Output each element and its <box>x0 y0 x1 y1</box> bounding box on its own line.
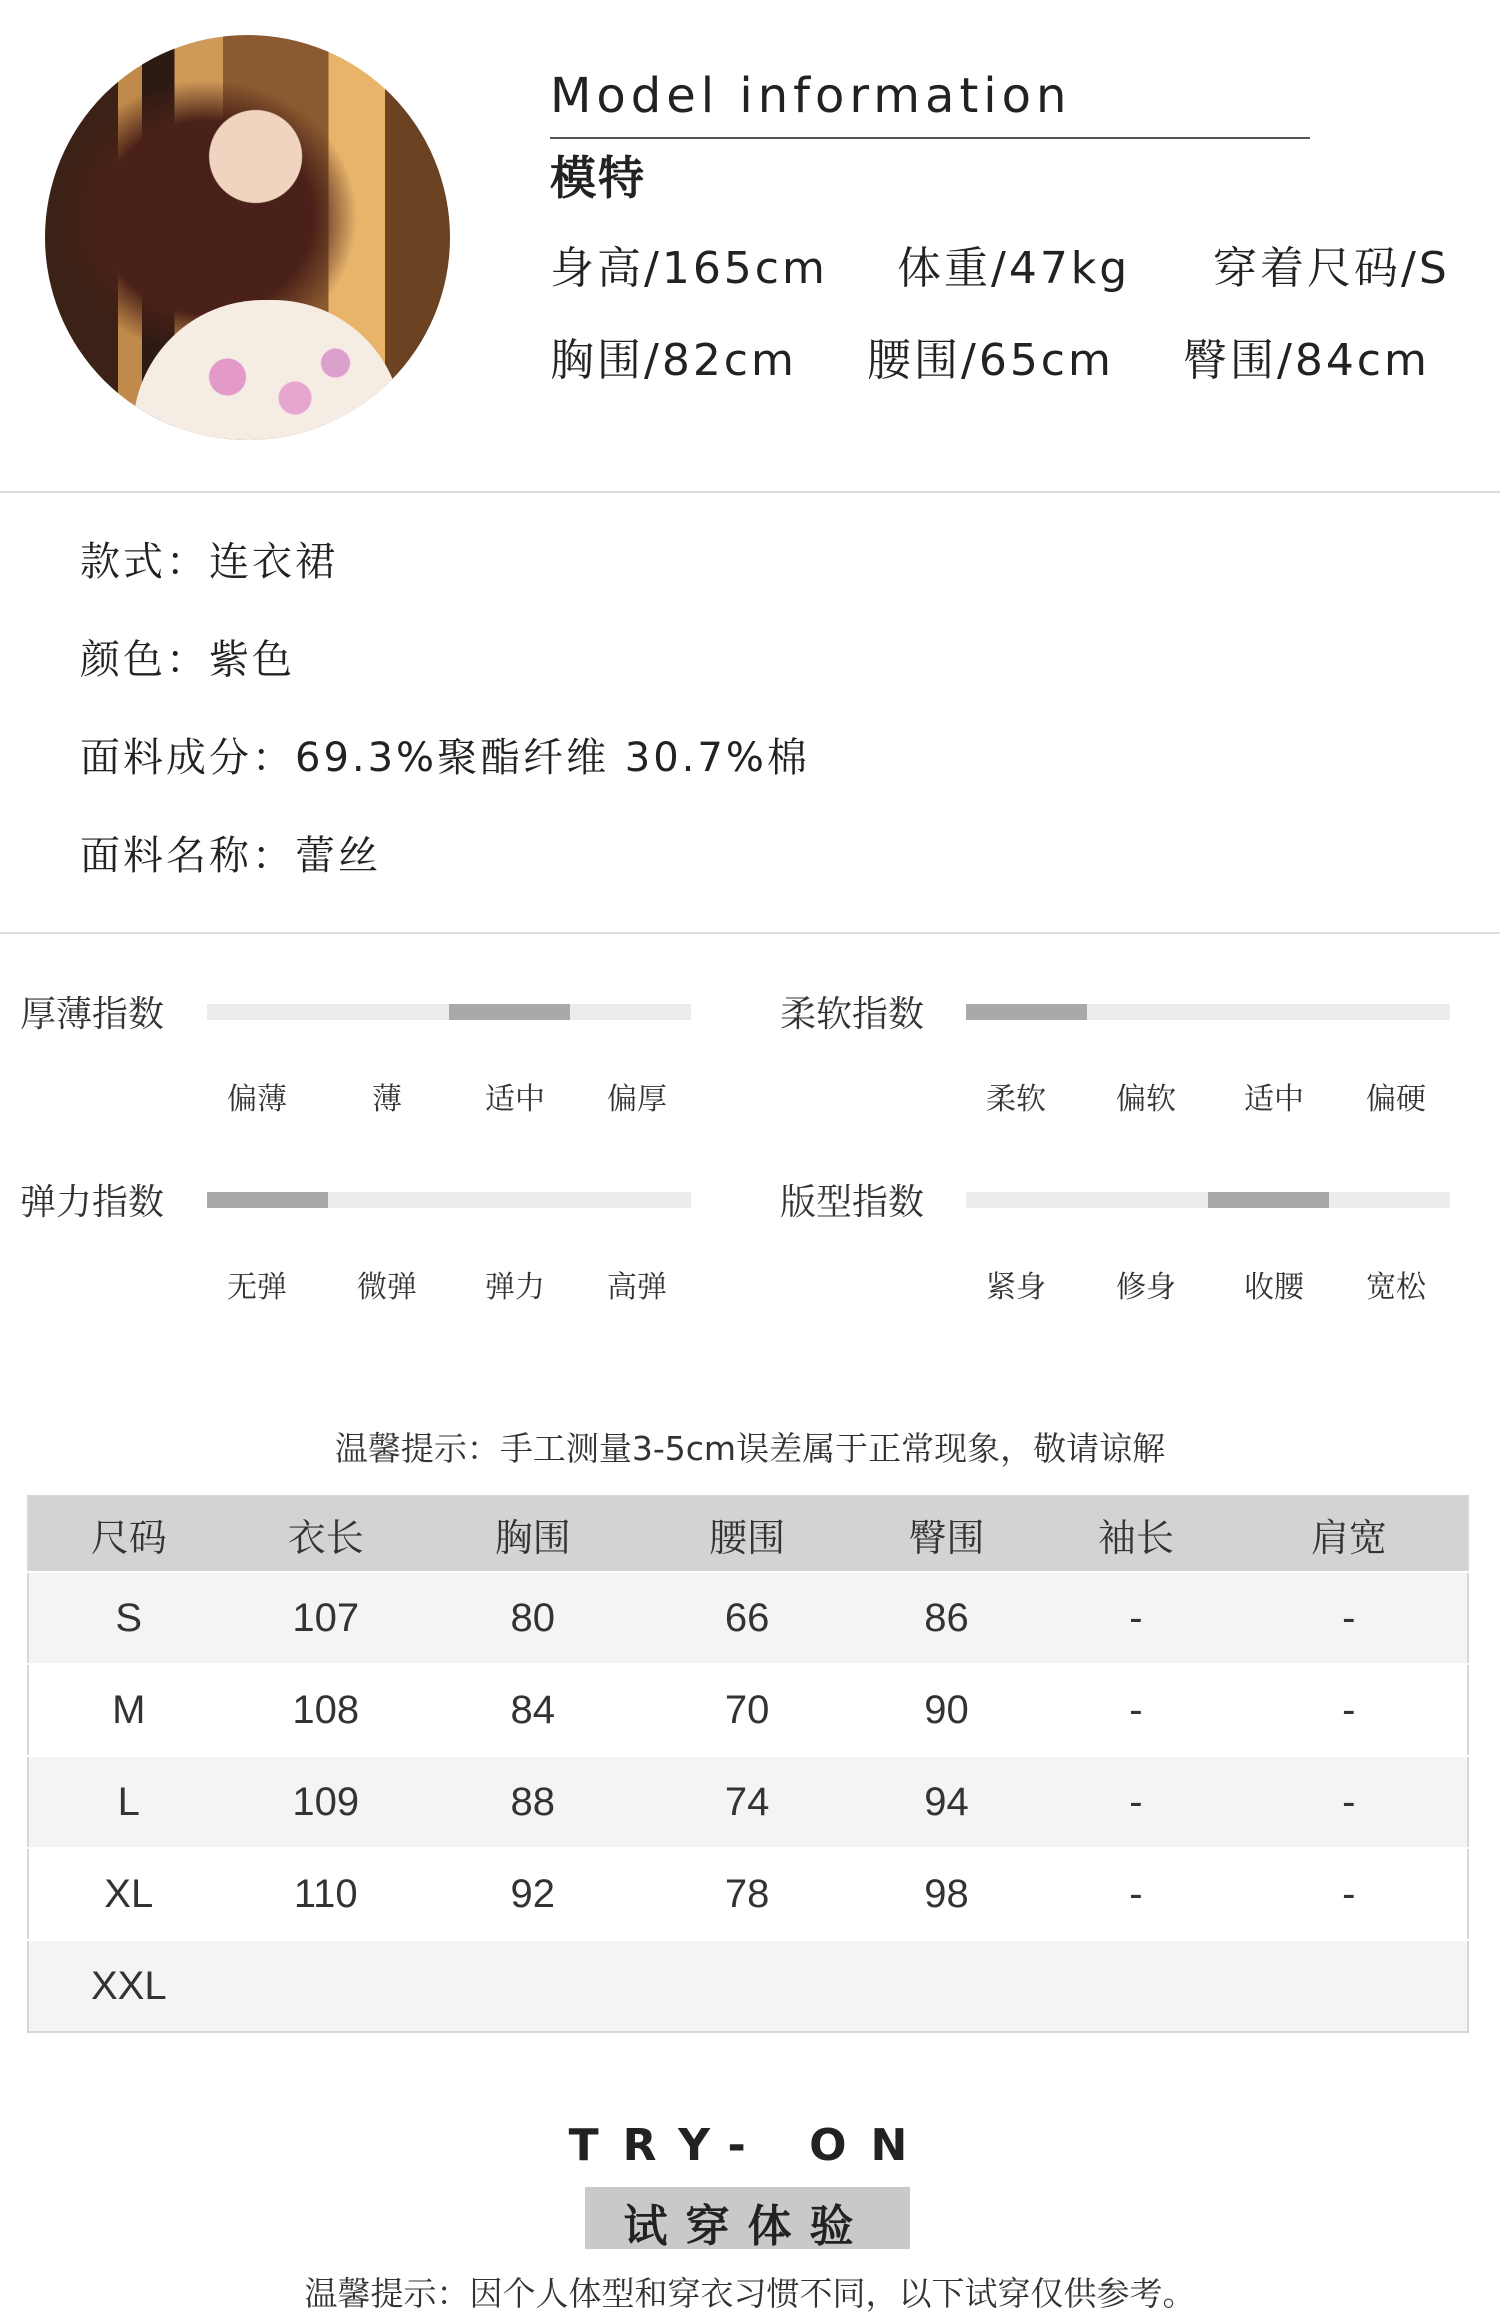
size-label-cell: M <box>28 1664 229 1756</box>
size-value-cell <box>1231 1940 1468 2032</box>
size-value-cell: - <box>1041 1848 1230 1940</box>
size-row <box>28 1848 1468 1940</box>
softness-index-marker <box>966 1004 1087 1020</box>
title-underline <box>550 137 1310 139</box>
elasticity-tick-0: 无弹 <box>227 1270 287 1305</box>
size-label-cell: S <box>28 1572 229 1664</box>
elasticity-index-label: 弹力指数 <box>20 1182 165 1223</box>
size-row <box>28 1756 1468 1848</box>
model-hip: 臀围/84cm <box>1183 335 1430 386</box>
thickness-tick-1: 薄 <box>372 1082 402 1117</box>
size-value-cell <box>229 1940 424 2032</box>
thickness-index-track <box>207 1004 691 1020</box>
size-value-cell: 70 <box>642 1664 851 1756</box>
size-value-cell <box>423 1940 642 2032</box>
product-composition: 面料成分：69.3%聚酯纤维 30.7%棉 <box>80 735 810 781</box>
size-value-cell: 109 <box>229 1756 424 1848</box>
fit-index-label: 版型指数 <box>780 1182 925 1223</box>
thickness-index-label: 厚薄指数 <box>20 994 165 1035</box>
elasticity-index-track <box>207 1192 691 1208</box>
size-label-cell: L <box>28 1756 229 1848</box>
elasticity-index-marker <box>207 1192 328 1208</box>
softness-index-label: 柔软指数 <box>780 994 925 1035</box>
size-value-cell: 66 <box>642 1572 851 1664</box>
size-label-cell: XL <box>28 1848 229 1940</box>
size-value-cell: 110 <box>229 1848 424 1940</box>
size-value-cell: 107 <box>229 1572 424 1664</box>
fit-tick-0: 紧身 <box>986 1270 1046 1305</box>
size-value-cell: - <box>1231 1664 1468 1756</box>
size-value-cell: - <box>1041 1664 1230 1756</box>
size-value-cell <box>642 1940 851 2032</box>
size-value-cell: 78 <box>642 1848 851 1940</box>
thickness-index-marker <box>449 1004 570 1020</box>
product-style: 款式：连衣裙 <box>80 539 338 585</box>
size-header-cell: 袖长 <box>1041 1496 1230 1572</box>
product-fabric-name: 面料名称：蕾丝 <box>80 833 381 879</box>
tryon-title-en: TRY- ON <box>568 2120 932 2171</box>
product-color: 颜色：紫色 <box>80 637 295 683</box>
model-dress <box>133 300 403 440</box>
softness-tick-0: 柔软 <box>986 1082 1046 1117</box>
divider <box>0 932 1500 934</box>
size-header-cell: 腰围 <box>642 1496 851 1572</box>
size-value-cell: 88 <box>423 1756 642 1848</box>
softness-tick-2: 适中 <box>1244 1082 1304 1117</box>
softness-tick-3: 偏硬 <box>1366 1082 1426 1117</box>
size-value-cell: - <box>1041 1572 1230 1664</box>
size-value-cell: 94 <box>852 1756 1041 1848</box>
size-value-cell: - <box>1041 1756 1230 1848</box>
elasticity-tick-2: 弹力 <box>485 1270 545 1305</box>
model-weight: 体重/47kg <box>897 243 1131 294</box>
divider <box>0 491 1500 493</box>
size-value-cell: 98 <box>852 1848 1041 1940</box>
elasticity-tick-1: 微弹 <box>357 1270 417 1305</box>
tryon-notice: 温馨提示：因个人体型和穿衣习惯不同，以下试穿仅供参考。 <box>304 2274 1196 2313</box>
size-value-cell: 84 <box>423 1664 642 1756</box>
tryon-title-cn: 试穿体验 <box>623 2201 872 2252</box>
model-info-title: Model information <box>550 68 1072 124</box>
size-header-cell: 肩宽 <box>1231 1496 1468 1572</box>
fit-tick-1: 修身 <box>1116 1270 1176 1305</box>
model-waist: 腰围/65cm <box>867 335 1114 386</box>
size-value-cell: 74 <box>642 1756 851 1848</box>
thickness-tick-0: 偏薄 <box>227 1082 287 1117</box>
size-notice: 温馨提示：手工测量3-5cm误差属于正常现象，敬请谅解 <box>334 1429 1166 1468</box>
size-header-cell: 胸围 <box>423 1496 642 1572</box>
size-row <box>28 1940 1468 2032</box>
size-table-header <box>28 1496 1468 1572</box>
thickness-tick-3: 偏厚 <box>607 1082 667 1117</box>
fit-index-track <box>966 1192 1450 1208</box>
size-value-cell <box>1041 1940 1230 2032</box>
model-avatar <box>45 35 450 440</box>
size-table <box>27 1495 1469 2033</box>
size-value-cell: - <box>1231 1756 1468 1848</box>
fit-index-marker <box>1208 1192 1329 1208</box>
size-value-cell: 92 <box>423 1848 642 1940</box>
size-header-cell: 臀围 <box>852 1496 1041 1572</box>
model-size: 穿着尺码/S <box>1213 243 1450 294</box>
fit-tick-2: 收腰 <box>1244 1270 1304 1305</box>
size-header-cell: 尺码 <box>28 1496 229 1572</box>
elasticity-tick-3: 高弹 <box>607 1270 667 1305</box>
model-height: 身高/165cm <box>550 243 828 294</box>
size-row <box>28 1664 1468 1756</box>
size-value-cell <box>852 1940 1041 2032</box>
size-value-cell: - <box>1231 1572 1468 1664</box>
size-value-cell: - <box>1231 1848 1468 1940</box>
size-value-cell: 80 <box>423 1572 642 1664</box>
softness-index-track <box>966 1004 1450 1020</box>
size-value-cell: 86 <box>852 1572 1041 1664</box>
size-header-cell: 衣长 <box>229 1496 424 1572</box>
model-bust: 胸围/82cm <box>550 335 797 386</box>
thickness-tick-2: 适中 <box>485 1082 545 1117</box>
size-value-cell: 90 <box>852 1664 1041 1756</box>
fit-tick-3: 宽松 <box>1366 1270 1426 1305</box>
model-subtitle: 模特 <box>550 151 646 205</box>
softness-tick-1: 偏软 <box>1116 1082 1176 1117</box>
size-value-cell: 108 <box>229 1664 424 1756</box>
size-label-cell: XXL <box>28 1940 229 2032</box>
size-row <box>28 1572 1468 1664</box>
